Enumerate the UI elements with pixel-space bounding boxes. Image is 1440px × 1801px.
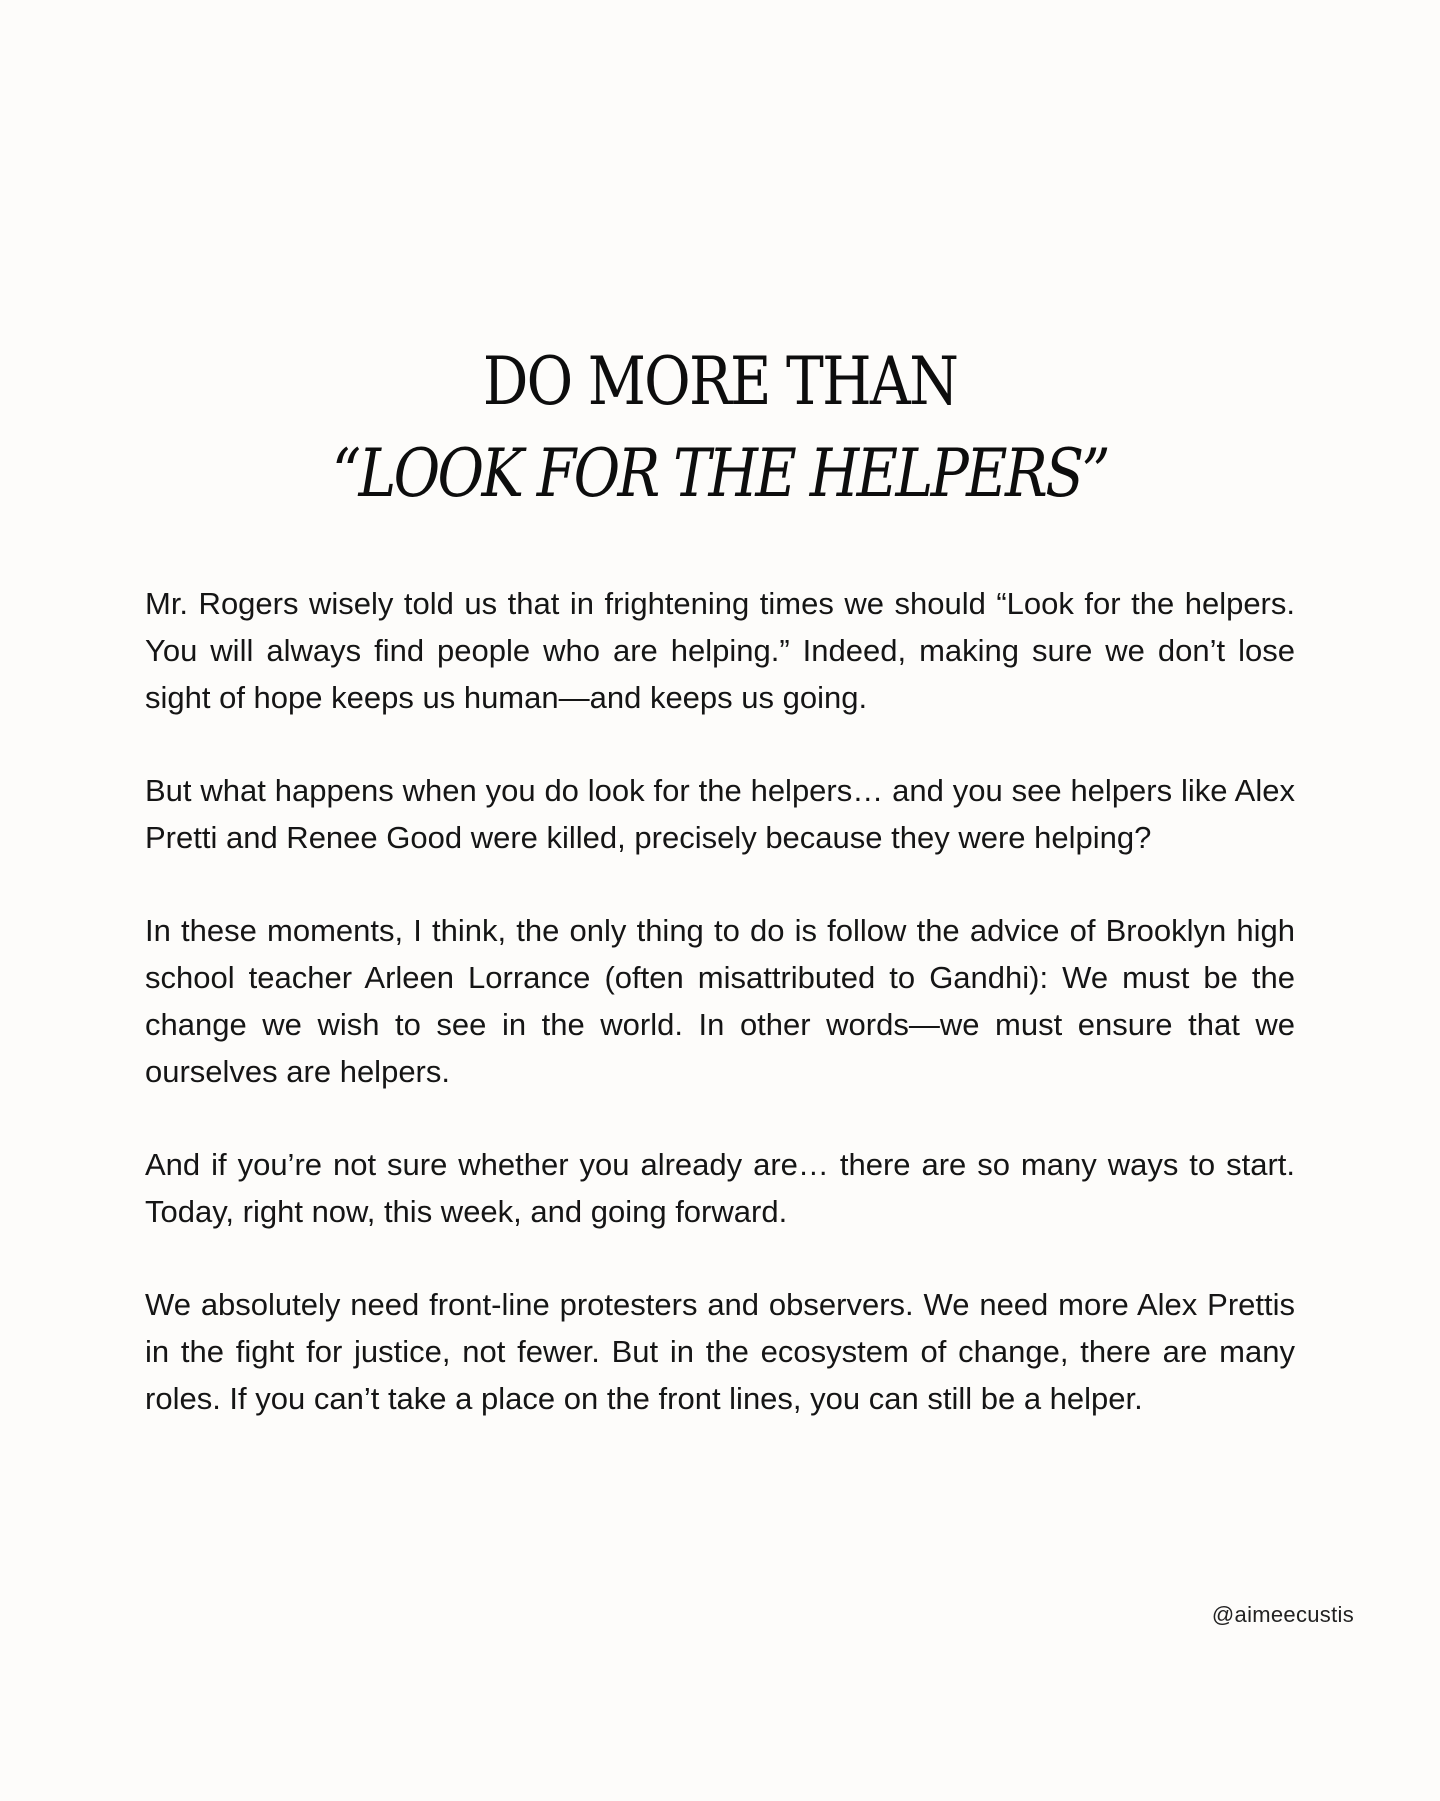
page-title: [0, 336, 1440, 520]
title-line-1: DO MORE THAN: [482, 343, 958, 420]
title-line-2: “LOOK FOR THE HELPERS”: [332, 435, 1108, 512]
paragraph-3: In these moments, I think, the only thing to do is follow the advice of Brooklyn high school teacher Arleen Lorrance (often misattributed to Gandhi): We must be the change we wish to see in the world. In other words—we must ensure that we ourselves are helpers.: [145, 913, 1295, 1089]
paragraph-5: We absolutely need front-line protesters and observers. We need more Alex Prettis in the fight for justice, not fewer. But in the ecosystem of change, there are many roles. If you can’t take a place on the front lines, you can still be a helper.: [145, 1287, 1295, 1416]
paragraph-2: But what happens when you do look for the helpers… and you see helpers like Alex Pretti and Renee Good were killed, precisely because they were helping?: [145, 773, 1295, 855]
paragraph-4: And if you’re not sure whether you already are… there are so many ways to start. Today, right now, this week, and going forward.: [145, 1147, 1295, 1229]
paragraph-1: Mr. Rogers wisely told us that in frightening times we should “Look for the helpers. You will always find people who are helping.” Indeed, making sure we don’t lose sight of hope keeps us human—and keeps us going.: [145, 586, 1295, 715]
body-text: [145, 580, 1295, 1468]
author-handle: @aimeecustis: [1211, 1602, 1354, 1627]
